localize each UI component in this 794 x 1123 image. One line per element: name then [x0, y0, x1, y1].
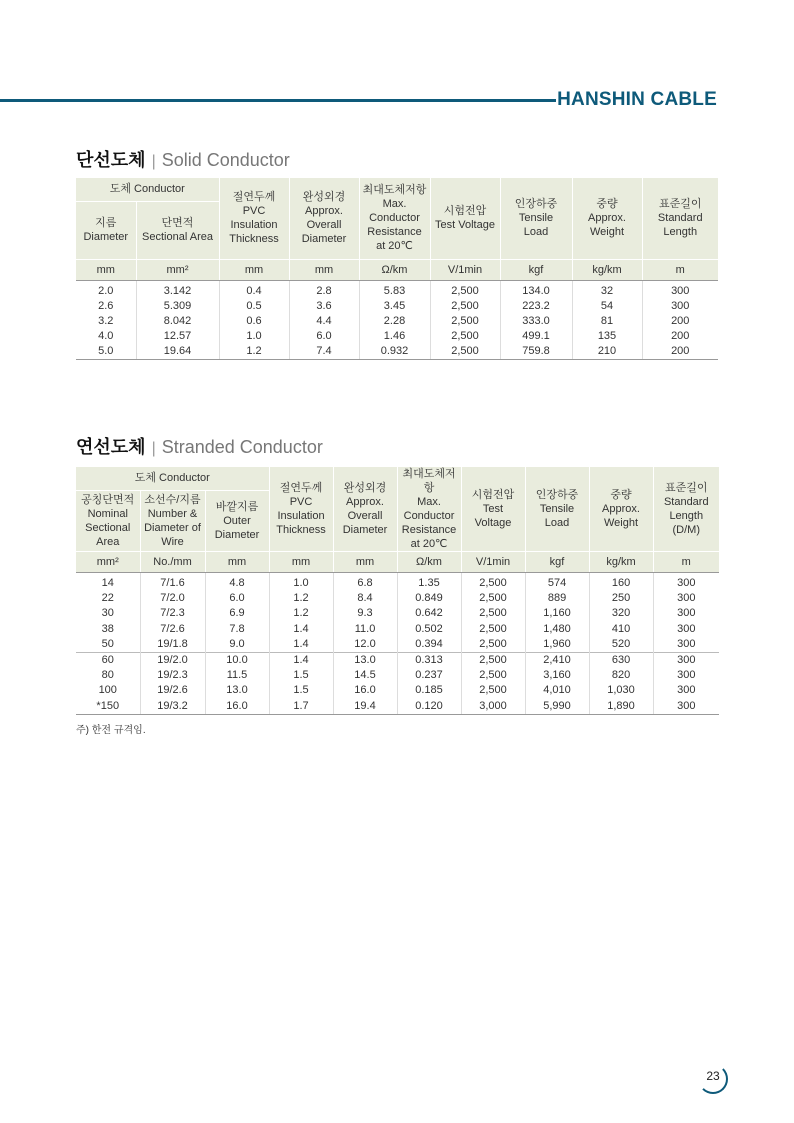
- stranded-header-number-diameter-wire: 소선수/지름 Number & Diameter of Wire: [140, 490, 205, 551]
- stranded-title-en: Stranded Conductor: [161, 437, 323, 457]
- solid-conductor-table: [76, 178, 718, 360]
- solid-header-standard-length: 표준길이 Standard Length: [642, 178, 718, 259]
- solid-header-sectional-area: 단면적 Sectional Area: [136, 201, 219, 259]
- stranded-header-standard-length: 표준길이 Standard Length (D/M): [653, 467, 719, 552]
- table-row: 60 19/2.0 10.0 1.4 13.0 0.313 2,500 2,410 630 300: [76, 652, 719, 668]
- stranded-header-weight: 중량 Approx. Weight: [589, 467, 653, 552]
- stranded-header-outer-diameter: 바깥지름 Outer Diameter: [205, 490, 269, 551]
- solid-header-diameter: 지름 Diameter: [76, 201, 136, 259]
- brand-logo: HANSHIN CABLE: [557, 89, 717, 110]
- table-row: 5.0 19.64 1.2 7.4 0.932 2,500 759.8 210 200: [76, 344, 718, 360]
- stranded-section-title: 연선도체 | Stranded Conductor: [76, 437, 323, 457]
- solid-header-weight: 중량 Approx. Weight: [572, 178, 642, 259]
- table-row: 50 19/1.8 9.0 1.4 12.0 0.394 2,500 1,960 520 300: [76, 637, 719, 653]
- stranded-header-insulation: 절연두께 PVC Insulation Thickness: [269, 467, 333, 552]
- solid-header-resistance: 최대도체저항 Max. Conductor Resistance at 20℃: [359, 178, 430, 259]
- solid-title-ko: 단선도체: [76, 150, 146, 170]
- stranded-units-row: mm² No./mm mm mm mm Ω/km V/1min kgf kg/km m: [76, 552, 719, 573]
- stranded-header-resistance: 최대도체저항 Max. Conductor Resistance at 20℃: [397, 467, 461, 552]
- table-row: 3.2 8.042 0.6 4.4 2.28 2,500 333.0 81 200: [76, 314, 718, 329]
- table-row: *150 19/3.2 16.0 1.7 19.4 0.120 3,000 5,990 1,890 300: [76, 699, 719, 715]
- stranded-conductor-group-header: 도체 Conductor: [76, 467, 269, 490]
- stranded-header-overall-diameter: 완성외경 Approx. Overall Diameter: [333, 467, 397, 552]
- solid-title-en: Solid Conductor: [161, 150, 290, 170]
- header-rule: [0, 99, 556, 102]
- table-row: 100 19/2.6 13.0 1.5 16.0 0.185 2,500 4,010 1,030 300: [76, 683, 719, 698]
- solid-section-title: 단선도체 | Solid Conductor: [76, 150, 290, 170]
- stranded-header-nominal-area: 공칭단면적 Nominal Sectional Area: [76, 490, 140, 551]
- table-row: 4.0 12.57 1.0 6.0 1.46 2,500 499.1 135 200: [76, 329, 718, 344]
- table-row: 22 7/2.0 6.0 1.2 8.4 0.849 2,500 889 250 300: [76, 591, 719, 606]
- solid-header-overall-diameter: 완성외경 Approx. Overall Diameter: [289, 178, 359, 259]
- stranded-title-ko: 연선도체: [76, 437, 146, 457]
- solid-header-insulation: 절연두께 PVC Insulation Thickness: [219, 178, 289, 259]
- stranded-header-tensile-load: 인장하중 Tensile Load: [525, 467, 589, 552]
- solid-units-row: mm mm² mm mm Ω/km V/1min kgf kg/km m: [76, 259, 718, 280]
- stranded-header-test-voltage: 시험전압 Test Voltage: [461, 467, 525, 552]
- stranded-conductor-table: [76, 467, 719, 715]
- page-number-badge: [698, 1064, 728, 1094]
- table-row: 38 7/2.6 7.8 1.4 11.0 0.502 2,500 1,480 410 300: [76, 622, 719, 637]
- solid-header-test-voltage: 시험전압 Test Voltage: [430, 178, 500, 259]
- solid-conductor-group-header: 도체 Conductor: [76, 178, 219, 201]
- table-row: 30 7/2.3 6.9 1.2 9.3 0.642 2,500 1,160 320 300: [76, 606, 719, 621]
- solid-header-tensile-load: 인장하중 Tensile Load: [500, 178, 572, 259]
- footnote: 주) 한전 규격임.: [76, 725, 146, 736]
- table-row: 2.6 5.309 0.5 3.6 3.45 2,500 223.2 54 300: [76, 299, 718, 314]
- table-row: 80 19/2.3 11.5 1.5 14.5 0.237 2,500 3,160 820 300: [76, 668, 719, 683]
- table-row: 14 7/1.6 4.8 1.0 6.8 1.35 2,500 574 160 300: [76, 573, 719, 592]
- page-number: 23: [706, 1069, 720, 1083]
- table-row: 2.0 3.142 0.4 2.8 5.83 2,500 134.0 32 300: [76, 280, 718, 299]
